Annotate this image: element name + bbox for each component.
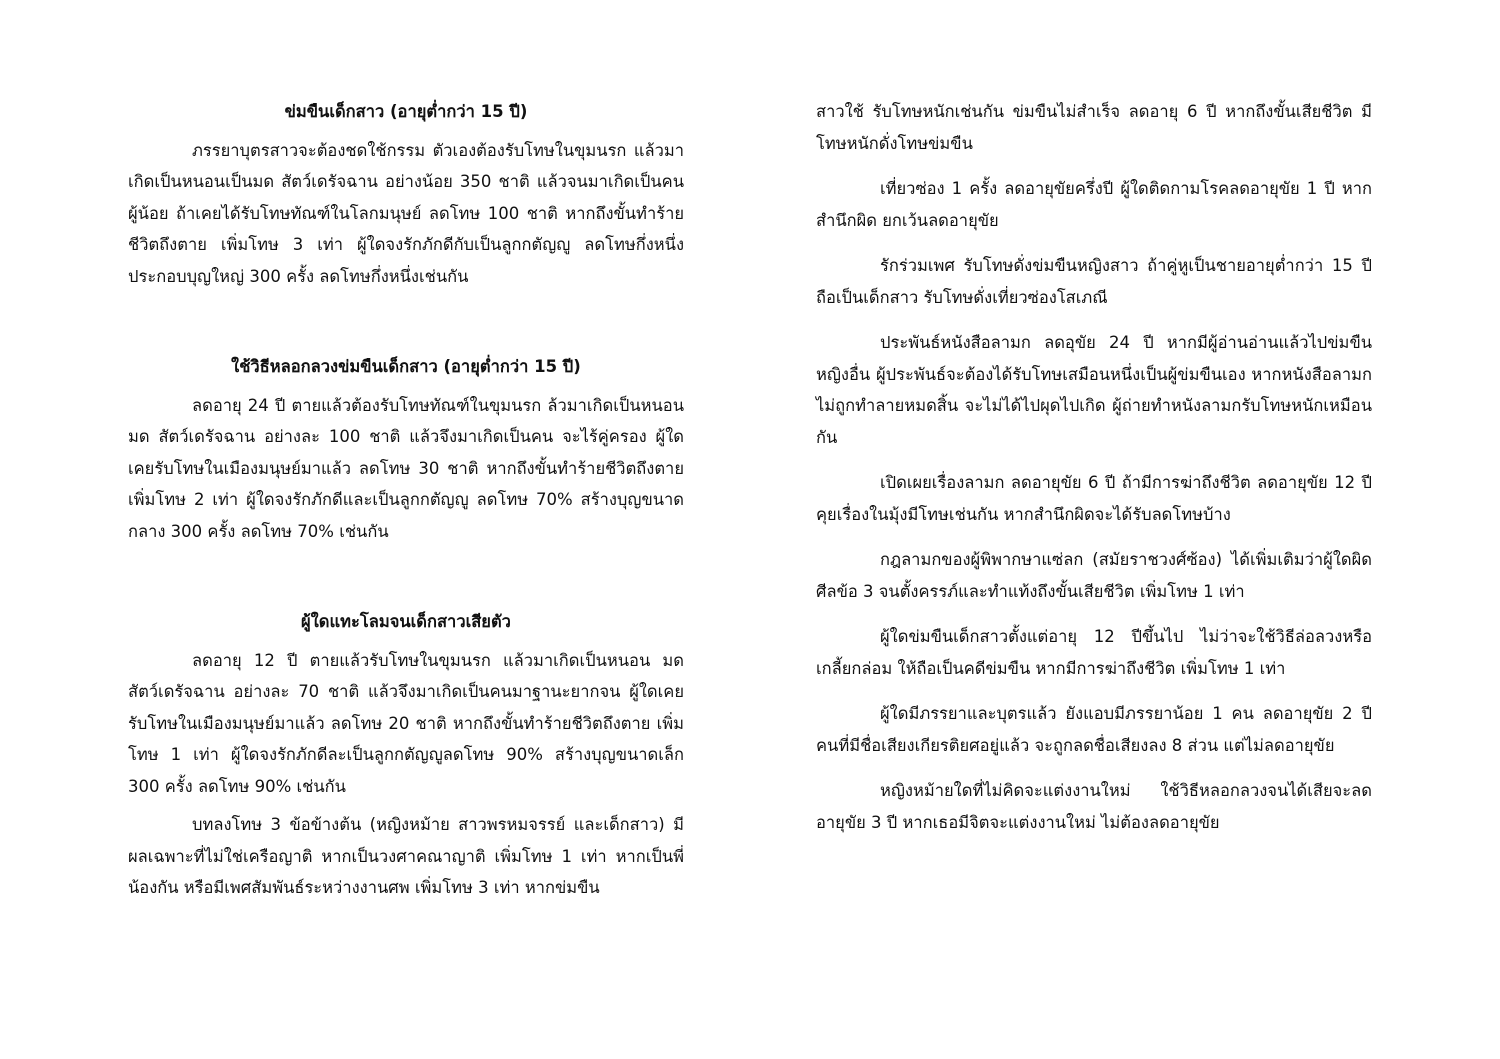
paragraph-widow: หญิงหม้ายใดที่ไม่คิดจะแต่งงานใหม่ ใช้วิธีหลอกลวงจนได้เสียจะลดอายุขัย 3 ปี หากเธอมีจิตจะแต่งงานใหม่ ไม่ต้องลดอายุขัย (816, 781, 1372, 832)
section-heading-rape-of-young-girl: ข่มขืนเด็กสาว (อายุต่ำกว่า 15 ปี) (284, 102, 528, 121)
paragraph-minor-wife: ผู้ใดมีภรรยาและบุตรแล้ว ยังแอบมีภรรยาน้อย 1 คน ลดอายุขัย 2 ปีคนที่มีชื่อเสียงเกียรติยศอยู่แล้ว จะถูกลดชื่อเสียงลง 8 ส่วน แต่ไม่ลดอายุขัย (816, 704, 1372, 755)
paragraph-age-twelve: ผู้ใดข่มขืนเด็กสาวตั้งแต่อายุ 12 ปีขึ้นไป ไม่ว่าจะใช้วิธีล่อลวงหรือเกลี้ยกล่อม ให้ถือเป็นคดีข่มขืน หากมีการฆ่าถึงชีวิต เพิ่มโทษ 1 เท่า (816, 627, 1372, 678)
continuation-paragraph: สาวใช้ รับโทษหนักเช่นกัน ข่มขืนไม่สำเร็จ ลดอายุ 6 ปี หากถึงขั้นเสียชีวิต มีโทษหนักดั่งโทษข่มขืน (816, 102, 1372, 153)
section-paragraph: ภรรยาบุตรสาวจะต้องชดใช้กรรม ตัวเองต้องรับโทษในขุมนรก แล้วมาเกิดเป็นหนอนเป็นมด สัตว์เดรัจฉาน อย่างน้อย 350 ชาติ แล้วจนมาเกิดเป็นคนผู้น้อย ถ้าเคยได้รับโทษทัณฑ์ในโลกมนุษย์ ลดโทษ 100 ชาติ หากถึงขั้นทำร้ายชีวิตถึงตาย เพิ่มโทษ 3 เท่า ผู้ใดจงรักภักดีกับเป็นลูกกตัญญู ลดโทษกึ่งหนึ่ง ประกอบบุญใหญ่ 300 ครั้ง ลดโทษกึ่งหนึ่งเช่นกัน (128, 140, 684, 286)
paragraph-obscene-writing: ประพันธ์หนังสือลามก ลดอุขัย 24 ปี หากมีผู้อ่านอ่านแล้วไปข่มขืนหญิงอื่น ผู้ประพันธ์จะต้องได้รับโทษเสมือนหนึ่งเป็นผู้ข่มขืนเอง หากหนังสือลามกไม่ถูกทำลายหมดสิ้น จะไม่ได้ไปผุดไปเกิด ผู้ถ่ายทำหนังลามกรับโทษหนักเหมือนกัน (816, 333, 1372, 447)
section-heading-seduction: ผู้ใดแทะโลมจนเด็กสาวเสียตัว (301, 612, 511, 631)
paragraph-brothel: เที่ยวซ่อง 1 ครั้ง ลดอายุขัยครึ่งปี ผู้ใดติดกามโรคลดอายุขัย 1 ปี หากสำนึกผิด ยกเว้นลดอายุขัย (816, 179, 1372, 230)
right-column (816, 96, 1372, 852)
paragraph-disclosure: เปิดเผยเรื่องลามก ลดอายุขัย 6 ปี ถ้ามีการฆ่าถึงชีวิต ลดอายุขัย 12 ปี คุยเรื่องในมุ้งมีโทษเช่นกัน หากสำนึกผิดจะได้รับลดโทษบ้าง (816, 473, 1372, 524)
section-spacer (128, 299, 684, 351)
paragraph-homosexuality: รักร่วมเพศ รับโทษดั่งข่มขืนหญิงสาว ถ้าคู่หูเป็นชายอายุต่ำกว่า 15 ปี ถือเป็นเด็กสาว รับโทษดั่งเที่ยวซ่องโสเภณี (816, 256, 1372, 307)
left-column (128, 96, 684, 911)
section-paragraph: ลดอายุ 12 ปี ตายแล้วรับโทษในขุมนรก แล้วมาเกิดเป็นหนอน มด สัตว์เดรัจฉาน อย่างละ 70 ชาติ แล้วจึงมาเกิดเป็นคนมาฐานะยากจน ผู้ใดเคยรับโทษในเมืองมนุษย์มาแล้ว ลดโทษ 20 ชาติ หากถึงขั้นทำร้ายชีวิตถึงตาย เพิ่มโทษ 1 เท่า ผู้ใดจงรักภักดีละเป็นลูกกตัญญูลดโทษ 90% สร้างบุญขนาดเล็ก 300 ครั้ง ลดโทษ 90% เช่นกัน (128, 650, 684, 796)
section-paragraph: บทลงโทษ 3 ข้อข้างต้น (หญิงหม้าย สาวพรหมจรรย์ และเด็กสาว) มีผลเฉพาะที่ไม่ใช่เครือญาติ หากเป็นวงศาคณาญาติ เพิ่มโทษ 1 เท่า หากเป็นพี่น้องกัน หรือมีเพศสัมพันธ์ระหว่างงานศพ เพิ่มโทษ 3 เท่า หากข่มขืน (128, 815, 684, 897)
paragraph-judge-rule: กฎลามกของผู้พิพากษาแซ่ลก (สมัยราชวงศ์ซ้อง) ได้เพิ่มเติมว่าผู้ใดผิดศีลข้อ 3 จนตั้งครรภ์และทำแท้งถึงขั้นเสียชีวิต เพิ่มโทษ 1 เท่า (816, 550, 1372, 601)
section-spacer (128, 554, 684, 606)
section-paragraph: ลดอายุ 24 ปี ตายแล้วต้องรับโทษทัณฑ์ในขุมนรก ล้วมาเกิดเป็นหนอน มด สัตว์เดรัจฉาน อย่างละ 100 ชาติ แล้วจึงมาเกิดเป็นคน จะไร้คู่ครอง ผู้ใดเคยรับโทษในเมืองมนุษย์มาแล้ว ลดโทษ 30 ชาติ หากถึงขั้นทำร้ายชีวิตถึงตาย เพิ่มโทษ 2 เท่า ผู้ใดจงรักภักดีและเป็นลูกกตัญญู ลดโทษ 70% สร้างบุญขนาดกลาง 300 ครั้ง ลดโทษ 70% เช่นกัน (128, 395, 684, 541)
section-heading-deceptive-rape: ใช้วิธีหลอกลวงข่มขืนเด็กสาว (อายุต่ำกว่า 15 ปี) (231, 357, 581, 376)
